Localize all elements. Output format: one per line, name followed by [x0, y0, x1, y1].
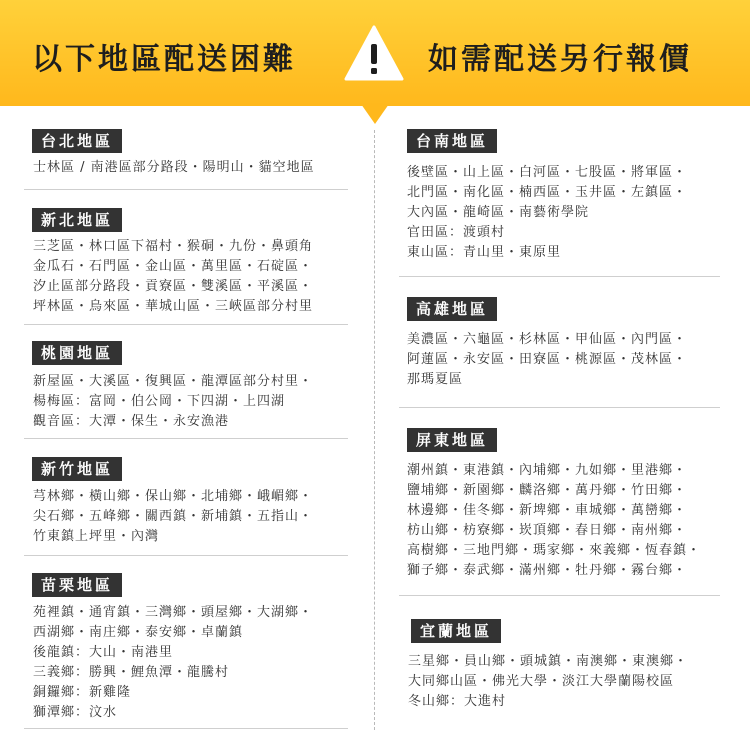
- region-line: 林邊鄉・佳冬鄉・新埤鄉・車城鄉・萬巒鄉・: [407, 503, 688, 518]
- region-line: 觀音區：大潭・保生・永安漁港: [33, 414, 230, 429]
- region-lines-taipei: [33, 158, 315, 178]
- region-lines-taoyuan: [33, 372, 313, 432]
- region-tag-hsinchu: 新竹地區: [32, 457, 122, 481]
- region-lines-new-taipei: [33, 237, 313, 317]
- region-line: 苑裡鎮・通宵鎮・三灣鄉・頭屋鄉・大湖鄉・: [33, 605, 314, 620]
- section-divider: [399, 276, 720, 277]
- section-divider: [24, 189, 348, 190]
- region-line: 枋山鄉・枋寮鄉・崁頂鄉・春日鄉・南州鄉・: [407, 523, 688, 538]
- region-line: 後壁區・山上區・白河區・七股區・將軍區・: [407, 165, 688, 180]
- region-lines-hsinchu: [33, 487, 313, 547]
- region-tag-tainan: 台南地區: [407, 129, 497, 153]
- region-lines-tainan: [407, 163, 687, 263]
- region-line: 竹東鎮上坪里・內灣: [33, 529, 160, 544]
- region-lines-pingtung: [407, 461, 701, 581]
- section-divider: [399, 407, 720, 408]
- region-line: 後龍鎮：大山・南港里: [33, 645, 174, 660]
- region-line: 獅子鄉・泰武鄉・滿州鄉・牡丹鄉・霧台鄉・: [407, 563, 688, 578]
- region-line: 汐止區部分路段・貢寮區・雙溪區・平溪區・: [33, 279, 314, 294]
- region-lines-yilan: [408, 652, 688, 712]
- region-line: 冬山鄉：大進村: [408, 694, 507, 709]
- region-lines-miaoli: [33, 603, 313, 723]
- region-tag-taoyuan: 桃園地區: [32, 341, 122, 365]
- region-line: 三芝區・林口區下福村・猴硐・九份・鼻頭角: [33, 239, 314, 254]
- header-right-title: 如需配送另行報價: [428, 42, 692, 77]
- region-line: 尖石鄉・五峰鄉・關西鎮・新埔鎮・五指山・: [33, 509, 314, 524]
- header-banner: [0, 0, 750, 106]
- region-line: 大內區・龍崎區・南藝術學院: [407, 205, 590, 220]
- section-divider: [24, 728, 348, 729]
- section-divider: [24, 438, 348, 439]
- region-tag-miaoli: 苗栗地區: [32, 573, 122, 597]
- region-line: 金瓜石・石門區・金山區・萬里區・石碇區・: [33, 259, 314, 274]
- region-line: 鹽埔鄉・新園鄉・麟洛鄉・萬丹鄉・竹田鄉・: [407, 483, 688, 498]
- region-line: 西湖鄉・南庄鄉・泰安鄉・卓蘭鎮: [33, 625, 244, 640]
- region-tag-kaohsiung: 高雄地區: [407, 297, 497, 321]
- banner-pointer: [361, 104, 389, 124]
- region-line: 美濃區・六龜區・杉林區・甲仙區・內門區・: [407, 332, 688, 347]
- region-line: 楊梅區：富岡・伯公岡・下四湖・上四湖: [33, 394, 286, 409]
- region-line: 芎林鄉・橫山鄉・保山鄉・北埔鄉・峨嵋鄉・: [33, 489, 314, 504]
- region-line: 士林區 / 南港區部分路段・陽明山・貓空地區: [33, 160, 315, 175]
- region-line: 坪林區・烏來區・華城山區・三峽區部分村里: [33, 299, 314, 314]
- region-line: 東山區：青山里・東原里: [407, 245, 562, 260]
- region-tag-yilan: 宜蘭地區: [411, 619, 501, 643]
- section-divider: [24, 324, 348, 325]
- region-tag-taipei: 台北地區: [32, 129, 122, 153]
- region-line: 新屋區・大溪區・復興區・龍潭區部分村里・: [33, 374, 314, 389]
- header-left-title: 以下地區配送困難: [32, 42, 296, 77]
- region-line: 獅潭鄉：汶水: [33, 705, 118, 720]
- region-line: 潮州鎮・東港鎮・內埔鄉・九如鄉・里港鄉・: [407, 463, 688, 478]
- section-divider: [24, 555, 348, 556]
- region-line: 大同鄉山區・佛光大學・淡江大學蘭陽校區: [408, 674, 675, 689]
- warning-triangle-icon: [343, 24, 405, 82]
- region-tag-new-taipei: 新北地區: [32, 208, 122, 232]
- region-line: 阿蓮區・永安區・田寮區・桃源區・茂林區・: [407, 352, 688, 367]
- region-line: 那瑪夏區: [407, 372, 464, 387]
- region-tag-pingtung: 屏東地區: [407, 428, 497, 452]
- region-lines-kaohsiung: [407, 330, 687, 390]
- region-line: 北門區・南化區・楠西區・玉井區・左鎮區・: [407, 185, 688, 200]
- region-line: 三星鄉・員山鄉・頭城鎮・南澳鄉・東澳鄉・: [408, 654, 689, 669]
- region-line: 銅鑼鄉：新雞隆: [33, 685, 132, 700]
- region-line: 高樹鄉・三地門鄉・瑪家鄉・來義鄉・恆春鎮・: [407, 543, 702, 558]
- region-line: 官田區：渡頭村: [407, 225, 506, 240]
- region-line: 三義鄉：勝興・鯉魚潭・龍騰村: [33, 665, 230, 680]
- column-divider: [374, 130, 375, 730]
- section-divider: [399, 595, 720, 596]
